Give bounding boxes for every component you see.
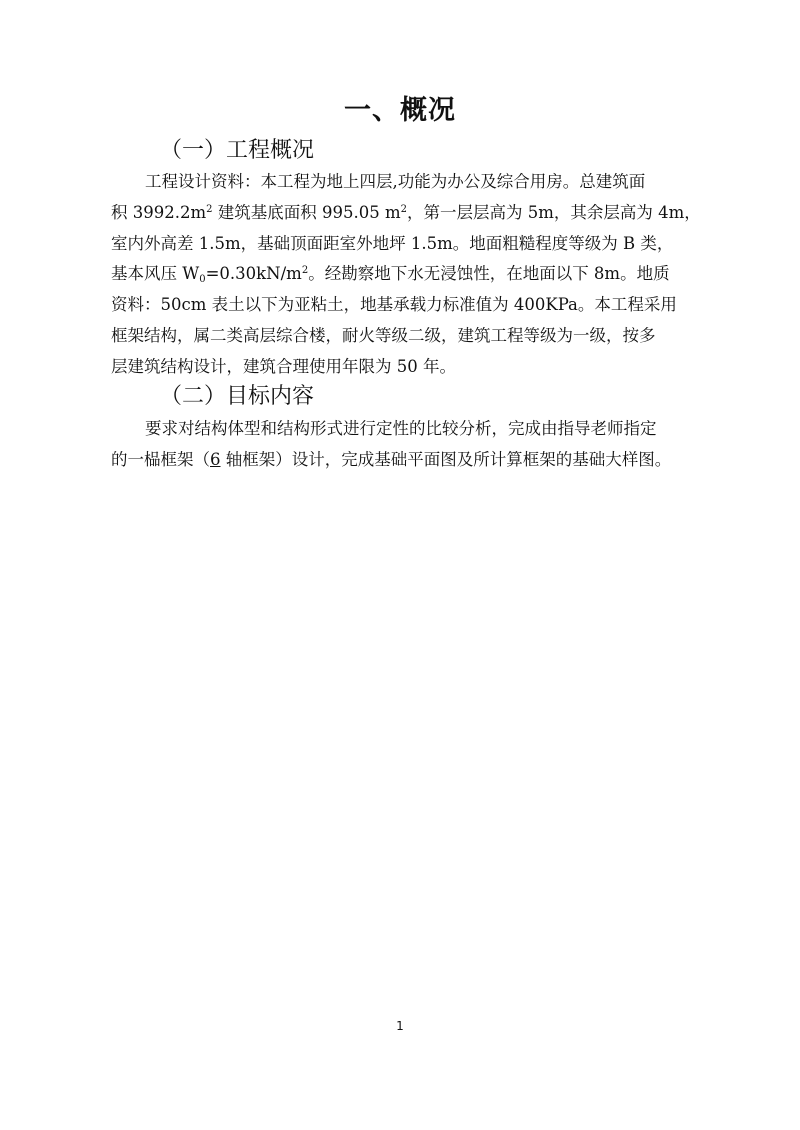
text-line: 框架结构，属二类高层综合楼，耐火等级二级，建筑工程等级为一级，按多	[111, 325, 656, 345]
text-line	[111, 259, 719, 290]
text-run: 基本风压 W	[111, 264, 200, 284]
text-line: 室内外高差 1.5m，基础顶面距室外地坪 1.5m。地面粗糙程度等级为 B 类，	[111, 233, 674, 253]
underlined-axis-number: 6	[210, 449, 221, 469]
text-line	[111, 445, 719, 476]
paragraph-project-overview	[111, 167, 719, 383]
text-run: 轴框架）设计，完成基础平面图及所计算框架的基础大样图。	[220, 449, 672, 469]
text-run: 的一榀框架（	[111, 449, 210, 469]
text-run: 积 3992.2m	[111, 202, 207, 222]
text-line: 层建筑结构设计，建筑合理使用年限为 50 年。	[111, 356, 456, 376]
text-run: 。经勘察地下水无浸蚀性，在地面以下 8m。地质	[308, 264, 670, 284]
subscript: 0	[199, 274, 206, 286]
chapter-title: 一、概况	[344, 95, 456, 126]
text-line: 工程设计资料：本工程为地上四层,功能为办公及综合用房。总建筑面	[145, 172, 646, 191]
section-heading-objectives: （二）目标内容	[160, 384, 315, 409]
superscript: 2	[301, 265, 309, 277]
text-run: ，第一层层高为 5m，其余层高为 4m，	[407, 202, 701, 222]
text-line: 资料：50cm 表土以下为亚粘土，地基承载力标准值为 400KPa。本工程采用	[111, 295, 677, 315]
paragraph-objectives	[111, 414, 719, 476]
text-line	[111, 198, 719, 229]
page-number: 1	[396, 1019, 404, 1033]
text-line: 要求对结构体型和结构形式进行定性的比较分析，完成由指导老师指定	[145, 419, 657, 438]
text-run: =0.30kN/m	[205, 264, 302, 284]
section-heading-project-overview: （一）工程概况	[160, 138, 315, 163]
text-run: 建筑基底面积 995.05 m	[212, 202, 401, 222]
superscript: 2	[400, 203, 407, 215]
superscript: 2	[206, 203, 213, 215]
